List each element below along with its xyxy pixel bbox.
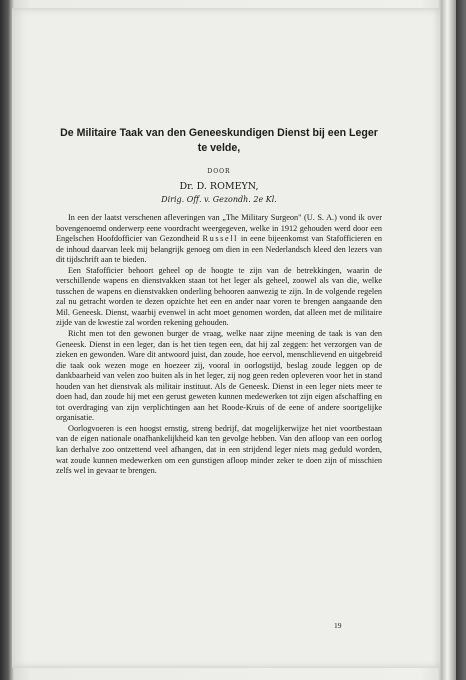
byline-prefix: DOOR bbox=[207, 168, 231, 175]
article bbox=[56, 126, 382, 477]
author-name: Dr. D. ROMEYN, bbox=[179, 181, 259, 192]
paragraph-4: Oorlogvoeren is een hoogst ernstig, streng bedrijf, dat mogelijkerwijze het niet voortbestaan van de eigen nationale onafhankelijkheid kan ten gevolge hebben. Van den afloop van een oorlog kan derhalve zoo ontzettend veel afhangen, dat in een strijdend leger niets mag geduld worden, wat zoude kunnen medewerken om een gunstigen afloop minder zeker te doen zijn of misschien zelfs wel in gevaar te brengen. bbox=[56, 423, 382, 476]
article-body bbox=[56, 213, 382, 477]
paragraph-2: Een Stafofficier behoort geheel op de hoogte te zijn van de betrekkingen, waarin de verschillende wapens en dienstvakken staan tot het leger als geheel, zoowel als van die, welke tusschen de wapens en dienstvakken onderling behooren aanwezig te zijn. In de volgende regelen zal nu getracht worden te dezen opzichte het een en ander naar voren te brengen aangaande den Mil. Geneesk. Dienst, waarbij evenwel in acht moet genomen worden, dat alleen met de militaire zijde van de kwestie zal worden rekening gehouden. bbox=[56, 265, 382, 328]
page-edge bbox=[442, 0, 456, 680]
spaced-name: Russell bbox=[202, 234, 238, 244]
paragraph-1-text-b: in eene bijeenkomst van Stafofficieren en de inhoud daarvan leek mij belangrijk genoeg om dien in een Nederlandsch kleed den lezers van dit tijdschrift aan te bieden. bbox=[56, 234, 382, 265]
paragraph-1 bbox=[56, 213, 382, 266]
paragraph-1-text-a: In een der laatst verschenen afleveringen van „The Military Surgeon" (U. S. A.) vond ik over bovengenoemd onderwerp eene voordracht weergegeven, welke in 1912 gehouden werd door een Engelschen Hoofdofficier van Gezondheid bbox=[56, 213, 382, 244]
paragraph-3: Richt men tot den gewonen burger de vraag, welke naar zijne meening de taak is van den Geneesk. Dienst in een leger, dan is het tien tegen een, dat hij zal zeggen: het verzorgen van de zieken en gewonden. Ware dit antwoord juist, dan zoude, hoe eervol, menschlievend en uitgebreid die taak ook wezen moge en hoezeer zij, vooral in oorlogstijd, beslag zoude leggen op de dankbaarheid van velen zoo buiten als in het leger, zij nog geen reden opleveren voor het in stand houden van het dienstvak als militair instituut. Als de Geneesk. Dienst in een leger niets meer te doen had, dan zoude hij met een gerust geweten kunnen medewerken tot zijn eigen afschaffing en tot overdraging van zijn verplichtingen aan het Roode-Kruis of de eene of andere soortgelijke organisatie. bbox=[56, 329, 382, 423]
author-affiliation: Dirig. Off. v. Gezondh. 2e Kl. bbox=[161, 195, 277, 204]
page-number: 19 bbox=[334, 621, 342, 630]
article-title: De Militaire Taak van den Geneeskundigen Dienst bij een Leger te velde, bbox=[60, 127, 378, 154]
